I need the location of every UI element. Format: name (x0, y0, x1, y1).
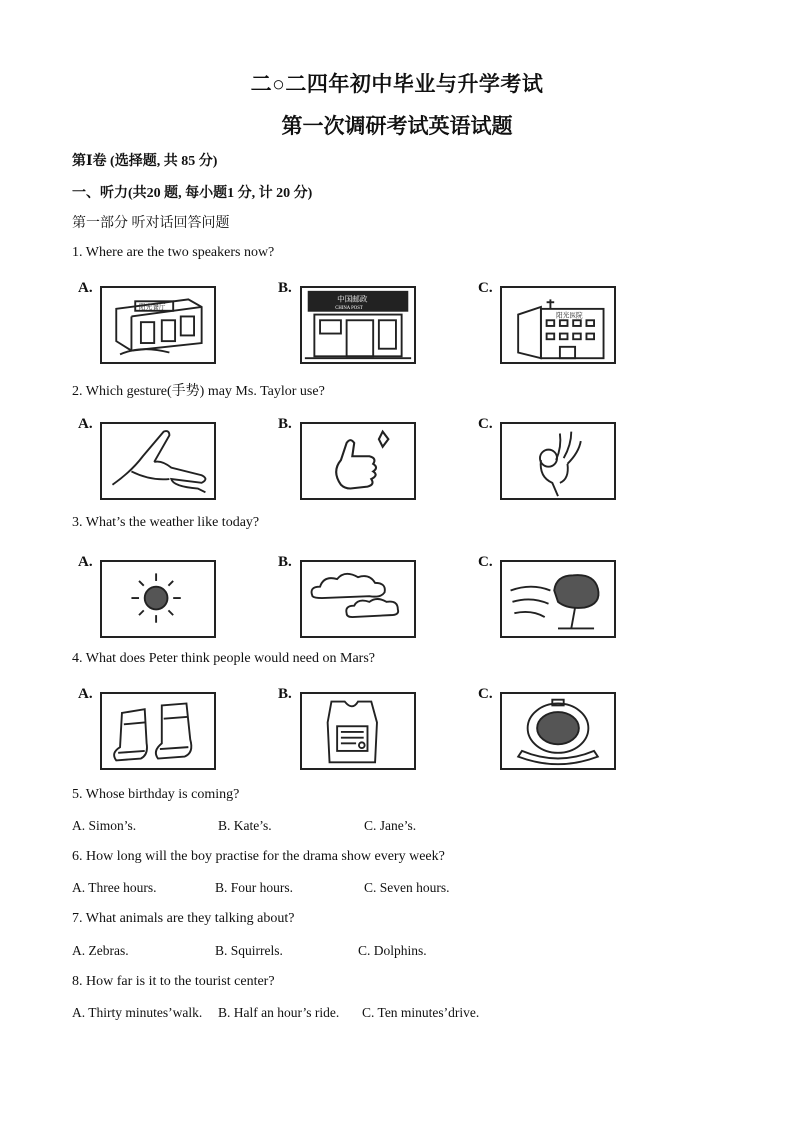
q5-option-a[interactable]: A. Simon’s. (72, 818, 137, 833)
ok-gesture-icon (500, 422, 616, 500)
question-7-stem: 7. What animals are they talking about? (72, 911, 295, 926)
option-label: B. (278, 416, 292, 432)
q6-option-c[interactable]: C. Seven hours. (364, 880, 450, 895)
option-label: B. (278, 554, 292, 570)
part-header: 一、听力(共20 题, 每小题1 分, 计 20 分) (72, 186, 313, 201)
svg-text:CHINA POST: CHINA POST (335, 305, 363, 311)
question-4-stem: 4. What does Peter think people would need on Mars? (72, 651, 376, 666)
option-label: C. (478, 280, 493, 296)
thumbs-up-gesture-icon (300, 422, 416, 500)
q5-option-b[interactable]: B. Kate’s. (218, 818, 272, 833)
svg-text:阳光医院: 阳光医院 (556, 312, 583, 320)
exam-subtitle: 第一次调研考试英语试题 (281, 114, 513, 138)
q6-option-b[interactable]: B. Four hours. (215, 880, 294, 895)
boots-icon (100, 692, 216, 770)
windy-tree-icon (500, 560, 616, 638)
question-3-stem: 3. What’s the weather like today? (72, 515, 260, 530)
post-office-icon (300, 286, 416, 364)
question-8-stem: 8. How far is it to the tourist center? (72, 974, 275, 989)
space-helmet-icon (500, 692, 616, 770)
q7-option-b[interactable]: B. Squirrels. (215, 943, 283, 958)
sun-icon (100, 560, 216, 638)
option-label: A. (78, 416, 93, 432)
svg-text:阳光餐厅: 阳光餐厅 (139, 303, 166, 311)
q5-option-c[interactable]: C. Jane’s. (364, 818, 417, 833)
q8-option-b[interactable]: B. Half an hour’s ride. (218, 1005, 340, 1020)
option-label: A. (78, 554, 93, 570)
option-label: B. (278, 686, 292, 702)
q6-option-a[interactable]: A. Three hours. (72, 880, 157, 895)
section-header: 第Ⅰ卷 (选择题, 共 85 分) (72, 154, 218, 169)
option-label: C. (478, 554, 493, 570)
option-label: B. (278, 280, 292, 296)
question-2-stem: 2. Which gesture(手势) may Ms. Taylor use? (72, 384, 325, 399)
option-label: A. (78, 280, 93, 296)
q8-option-c[interactable]: C. Ten minutes’drive. (362, 1005, 480, 1020)
oxygen-vest-icon (300, 692, 416, 770)
question-6-stem: 6. How long will the boy practise for the drama show every week? (72, 849, 445, 864)
option-label: C. (478, 686, 493, 702)
option-label: C. (478, 416, 493, 432)
hospital-building-icon (500, 286, 616, 364)
restaurant-building-icon (100, 286, 216, 364)
option-label: A. (78, 686, 93, 702)
question-1-stem: 1. Where are the two speakers now? (72, 245, 275, 260)
subpart-header: 第一部分 听对话回答问题 (72, 216, 230, 231)
q8-option-a[interactable]: A. Thirty minutes’walk. (72, 1005, 203, 1020)
question-5-stem: 5. Whose birthday is coming? (72, 787, 240, 802)
q7-option-a[interactable]: A. Zebras. (72, 943, 129, 958)
hand-stop-gesture-icon (100, 422, 216, 500)
clouds-icon (300, 560, 416, 638)
q7-option-c[interactable]: C. Dolphins. (358, 943, 427, 958)
svg-text:中国邮政: 中国邮政 (337, 294, 368, 304)
exam-title: 二○二四年初中毕业与升学考试 (250, 72, 544, 96)
